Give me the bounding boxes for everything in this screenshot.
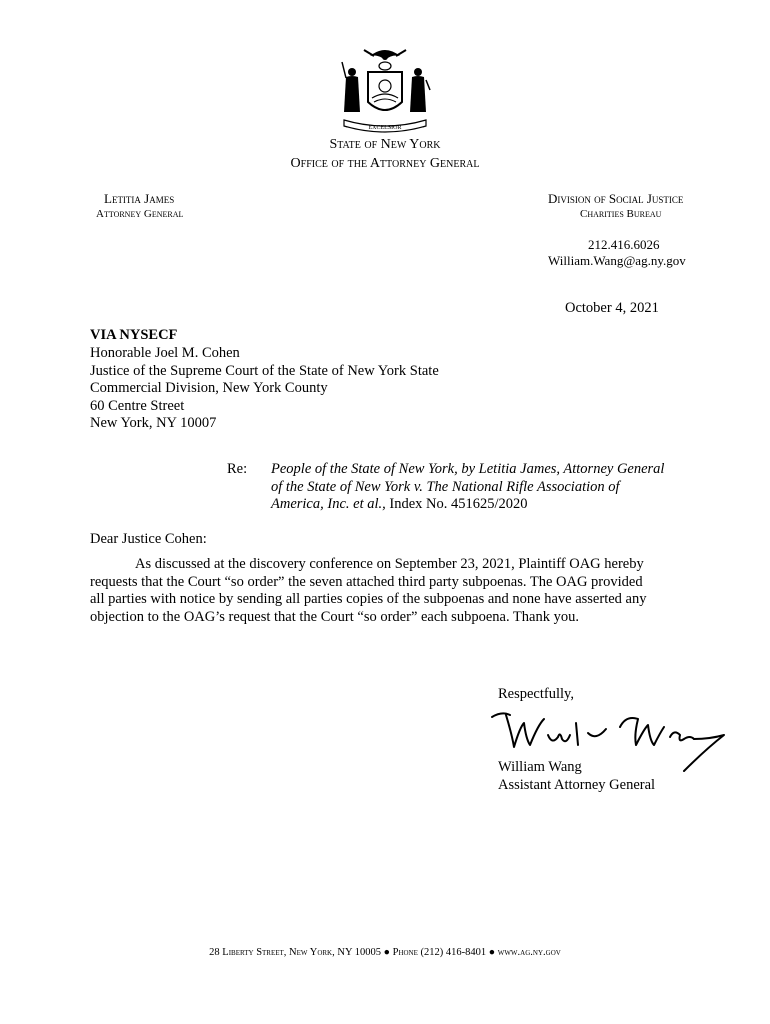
body-line: objection to the OAG’s request that the Court “so order” each subpoena. Thank you. (90, 608, 579, 625)
re-label: Re: (227, 461, 248, 477)
re-index-number: Index No. 451625/2020 (385, 496, 528, 512)
body-line: As discussed at the discovery conference on September 23, 2021, Plaintiff OAG hereby (135, 556, 644, 572)
re-subject (271, 461, 671, 514)
ag-name: Letitia James (104, 191, 175, 206)
re-case-name: People of the State of New York, by Letitia James, Attorney General of the State of New York v. The National Rifle Association of America, Inc. et al., (271, 461, 665, 512)
salutation: Dear Justice Cohen: (90, 531, 207, 547)
recipient-line: New York, NY 10007 (90, 415, 217, 431)
email-address: William.Wang@ag.ny.gov (548, 253, 686, 268)
footer-address: 28 Liberty Street, New York, NY 10005 ● Phone (212) 416-8401 ● www.ag.ny.gov (209, 947, 561, 958)
recipient-line: Honorable Joel M. Cohen (90, 345, 240, 361)
recipient-line: 60 Centre Street (90, 397, 185, 414)
division-name: Division of Social Justice (548, 191, 684, 206)
office-line: Office of the Attorney General (290, 156, 480, 171)
state-line: State of New York (329, 137, 441, 152)
recipient-line: Justice of the Supreme Court of the State of New York State (90, 362, 439, 379)
recipient-line: Commercial Division, New York County (90, 380, 328, 396)
seal-motto: EXCELSIOR (368, 125, 402, 131)
letter-date: October 4, 2021 (565, 300, 659, 316)
ag-title: Attorney General (96, 208, 184, 220)
body-line: all parties with notice by sending all parties copies of the subpoenas and none have asserted any (90, 591, 647, 607)
new-york-state-seal (330, 42, 440, 138)
signer-name: William Wang (498, 759, 582, 775)
delivery-method: VIA NYSECF (90, 327, 178, 343)
body-line: requests that the Court “so order” the seven attached third party subpoenas. The OAG provided (90, 573, 643, 590)
phone-number: 212.416.6026 (588, 237, 660, 252)
signer-title: Assistant Attorney General (498, 777, 656, 793)
bureau-name: Charities Bureau (580, 208, 662, 220)
closing: Respectfully, (498, 686, 574, 702)
